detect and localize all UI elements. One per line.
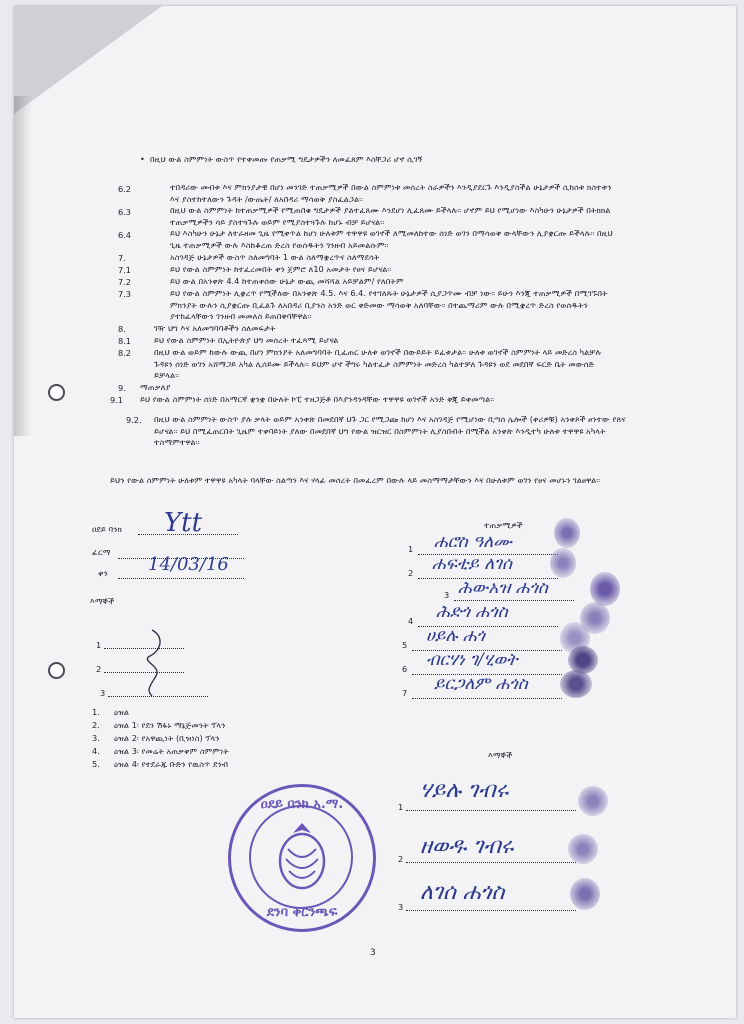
bank-stamp <box>228 784 376 932</box>
clause-number: 6.3 <box>118 207 132 217</box>
beneficiary-signature: ሕድጎ ሐጎስ <box>436 602 508 622</box>
clause-text: ይህ የውል ስምምነት ሊቋረጥ የሚችለው በአንቀጽ 4.5. እና 6.4. የተገለጹት ሁኔታዎች ሲያጋጥሙ ብቻ ነው፡፡ ይሁን እንጂ ተጠቃሚዎች በሚገኙበት ምክንያት ውሉን ሲያቋርጡ ቢፈልጉ ለአበዳሪ ቢያንስ አንድ ወር ቀድመው ማሳወቅ አለባቸው፡፡ በተጨማሪም ውሉ በሚቋረጥ ድረስ የወሰዱትን ያተከፈላቸውን ገንዘብ መመለስ ይጠበቅባቸዋል፡፡ <box>170 288 608 322</box>
stamp-text-bottom: ደንባ ቅርንጫፍ <box>266 905 338 920</box>
clause-text: ይህ እስካሁን ሁኔታ ለተራዘመ ጊዜ የሚቀጥል ከሆነ ሁለቱም ተዋዋዩ ወገኖች ለሚመለከተው ሰነድ ወገን በማሳወቅ ውላቸውን ሊያቋርጡ ይችላሉ፡፡ በዚህ ጊዜ ተጠቃሚዎች ውሉ እስከቆረጠ ድረስ የወሰዱትን ገንዘብ አይመልሱም፡፡ <box>170 228 613 250</box>
lender-date-label: ቀን <box>98 568 108 578</box>
stamp-text-top: ዐደይ ባንክ አ.ማ. <box>260 797 344 812</box>
clause-text: ተበዳሪው መብቱ እና ምክንያታዊ በሆነ መንገድ ተጠቃሚዎች በውል ስምምነቱ መሰረት ስራዎችን እንዲያደርጉ እንዲያስችል ሁኔታዎች ሲከሰቱ ክስተቱን እና ያስተከተለውን ጉዳት /ውጤት/ ለአበዳሪ ማሳወቅ ያስፈልጋል፡፡ <box>170 182 612 204</box>
witness-right-number: 2 <box>398 854 404 864</box>
witnesses-left-heading: እማኞች <box>90 596 115 606</box>
beneficiary-number: 6 <box>402 664 408 674</box>
witness-right-signature: ለገሰ ሐጎስ <box>420 880 505 905</box>
clause-text: ይህ የውል ስምምነት ከተፈረመበት ቀን ጀምሮ ለ10 አመታት የፀና ይሆናል፡፡ <box>170 264 392 274</box>
witnesses-right-heading: እማኞች <box>488 750 513 760</box>
clause-text: ይህ የውል ስምምነት በኢትዮጵያ ህግ መሰረት ተፈጻሚ ይሆናል <box>154 335 339 345</box>
intro-bullet-text: በዚህ ውል ስምምነት ውስጥ የተቀመጡ የጠቃሚ ግዴታዎችን ለመፈጸም እስቸጋሪ ሆኖ ሲገኝ <box>150 154 423 164</box>
document-page <box>14 6 736 1018</box>
beneficiary-line <box>412 698 562 699</box>
witness-left-signature-mark <box>132 628 172 698</box>
thumbprint <box>568 834 598 864</box>
lender-signature-label: ፊርማ <box>92 547 111 557</box>
clause-number: 7. <box>118 253 126 263</box>
beneficiary-line <box>454 600 574 601</box>
witness-right-number: 1 <box>398 802 404 812</box>
beneficiary-signature: ሕውአዝ ሐጎስ <box>458 578 548 598</box>
attachment-item: 2. ዕዝል 1፡ የደን ሽፋኑ ማኔጅመንት ፕላን <box>92 720 226 730</box>
clause-text: በዚህ ውል ስምምነት ከተጠቃሚዎች የሚጠበቁ ግዴታዎች ያልተፈጸሙ እንደሆነ ሊፈጸሙ ይችላሉ፡፡ ሆኖም ይህ የሚሆነው እስካሁን ሁኔታዎች በትክክል ተጠቃሚዎችን ሳይ ያስተጓጉሉ ወይም የሚያስተጓጉሉ ከሆኑ ብቻ ይሆናል፡፡ <box>170 205 611 227</box>
clause-heading: ገዥ ህግ እና አለመግባባቶችን ስለመፍታት <box>154 323 276 333</box>
witness-left-number: 2 <box>96 664 102 674</box>
beneficiary-number: 5 <box>402 640 408 650</box>
clause-heading: ማጠቃለያ <box>140 382 171 392</box>
beneficiary-signature: ሀይሉ ሐጎ <box>426 626 486 646</box>
attachment-item: 1. ዕዝል <box>92 707 130 717</box>
thumbprint <box>578 786 608 816</box>
witness-right-number: 3 <box>398 902 404 912</box>
witness-right-line <box>406 862 576 863</box>
clause-number: 8.2 <box>118 348 132 358</box>
thumbprint <box>550 548 576 578</box>
intro-bullet <box>140 154 422 165</box>
beneficiary-number: 4 <box>408 616 414 626</box>
clause-number: 6.2 <box>118 184 132 194</box>
clause-number: 7.3 <box>118 289 132 299</box>
beneficiary-number: 2 <box>408 568 414 578</box>
witness-right-line <box>406 910 576 911</box>
folded-corner <box>14 6 162 114</box>
witness-right-signature: ሃይሉ ገብሩ <box>420 778 509 803</box>
clause-text: ይህ ውል በአንቀጽ 4.4 ከተጠቀሰው ሁኔታ ውጪ መሻሻል አይቻልም/ የለበትም <box>170 276 404 286</box>
clause-text: በዚህ ውል ስምምነት ውስጥ ያሉ ቃላት ወይም አንቀጽ በመደበኛ ህጉ ጋር የሚጋጩ ከሆነ እና አስገዳጅ የሚሆነው ቢጣሰ ሌሎች (ቀሪዎቹ) አንቀጾች ፀንተው የጸና ይሆናል፡፡ ይህ በሚፈጠርበት ጊዜም ተቀባይነት ያለው በመደበኛ ህግ የውል ዝርዝር በስምምነት ሊያስበብት በሚችል አንቀጽ እንዲተካ ሁለቱ ተዋዋዩ አካላት ተስማምተዋል፡፡ <box>154 414 626 448</box>
punch-hole-top <box>48 384 65 401</box>
lender-date-value: 14/03/16 <box>148 554 229 575</box>
clause-number: 7.2 <box>118 277 132 287</box>
page-number: 3 <box>370 948 376 958</box>
clause-number: 9.1 <box>110 395 124 405</box>
witness-right-line <box>406 810 576 811</box>
thumbprint <box>570 878 600 910</box>
lender-signature: Ytt <box>164 508 203 538</box>
attachment-item: 4. ዕዝል 3፡ የመሬት አጠቃቀም ስምምነት <box>92 746 229 756</box>
thumbprint <box>590 572 620 606</box>
witness-left-number: 1 <box>96 640 102 650</box>
lender-date-line <box>118 578 244 579</box>
beneficiaries-heading: ተጠቃሚዎች <box>484 520 523 530</box>
thumbprint <box>560 670 592 698</box>
punch-hole-bottom <box>48 662 65 679</box>
witness-left-number: 3 <box>100 688 106 698</box>
clause-text: በዚህ ውል ወይም ከውሉ ውጪ በሆነ ምክንያት አለመግባባት ቢፈጠር ሁለቱ ወገኖች በውይይት ይፈቱታል፡፡ ሁለቱ ወገኖች ስምምነት ላይ መድረስ ካልቻሉ ጉዳዩን ሰነድ ወገን አሸማጋይ አካል ሊሰይሙ ይችላሉ፡፡ ይህም ሆኖ ችግሩ ካልተፈታ ስምምነት መድረስ ካልተቻለ ጉዳዩን ወደ መደበኛ ፍርድ ቤት መውሰድ ይቻላል፡፡ <box>154 347 602 381</box>
beneficiary-number: 7 <box>402 688 408 698</box>
beneficiary-signature: ይርጋለም ሐጎስ <box>434 674 528 694</box>
beneficiary-signature: ሐፍቲይ ለገሰ <box>432 554 512 574</box>
beneficiary-signature: ብርሃነ ገ/ሂወት <box>426 650 518 670</box>
clause-text: ይህ የውል ስምምነት ሰነድ በአማርኛ ቋንቋ በሁለት ኮፒ ተዘጋጅቶ በእያንዳንዳቸው ተዋዋዩ ወገኖች አንድ ቅጂ ይቀመጣል፡፡ <box>140 394 495 404</box>
clause-number: 6.4 <box>118 230 132 240</box>
page-shadow <box>14 96 32 436</box>
beneficiary-number: 3 <box>444 590 450 600</box>
attachment-item: 5. ዕዝል 4፡ የተደራጁ ቡድን የዉስጥ ደንብ <box>92 759 229 769</box>
attachments-list <box>92 706 229 771</box>
clause-number: 7.1 <box>118 265 132 275</box>
beneficiary-signature: ሐሮስ ዓለሙ <box>434 532 512 552</box>
lender-name-label: ዐደይ ባንክ <box>92 524 122 534</box>
clause-heading: አስገዳጅ ሁኔታዎች ውስጥ ስለመግባት 1 ውል ስለማቋረጥና ስለማደሳት <box>170 252 380 262</box>
beneficiary-number: 1 <box>408 544 414 554</box>
clause-number: 8. <box>118 324 126 334</box>
witness-right-signature: ዘወዱ ገብሩ <box>420 834 514 859</box>
clause-number: 9.2. <box>126 415 142 425</box>
closing-statement: ይህን የውል ስምምነት ሁለቱም ተዋዋዩ አካላት ባላቸው ስልጣን እና ሃላፊ መሰረት በመፈረም በውሉ ላይ መስማማታቸውን እና በሁለቱም ወገን የፀና መሆኑን ገልፀዋል፡፡ <box>110 475 601 485</box>
clause-number: 9. <box>118 383 126 393</box>
bullet-icon: • <box>140 154 151 164</box>
attachment-item: 3. ዕዝል 2፡ የአዋጪነት (ቢዝነስ) ፕላን <box>92 733 220 743</box>
thumbprint <box>554 518 580 548</box>
clause-number: 8.1 <box>118 336 132 346</box>
